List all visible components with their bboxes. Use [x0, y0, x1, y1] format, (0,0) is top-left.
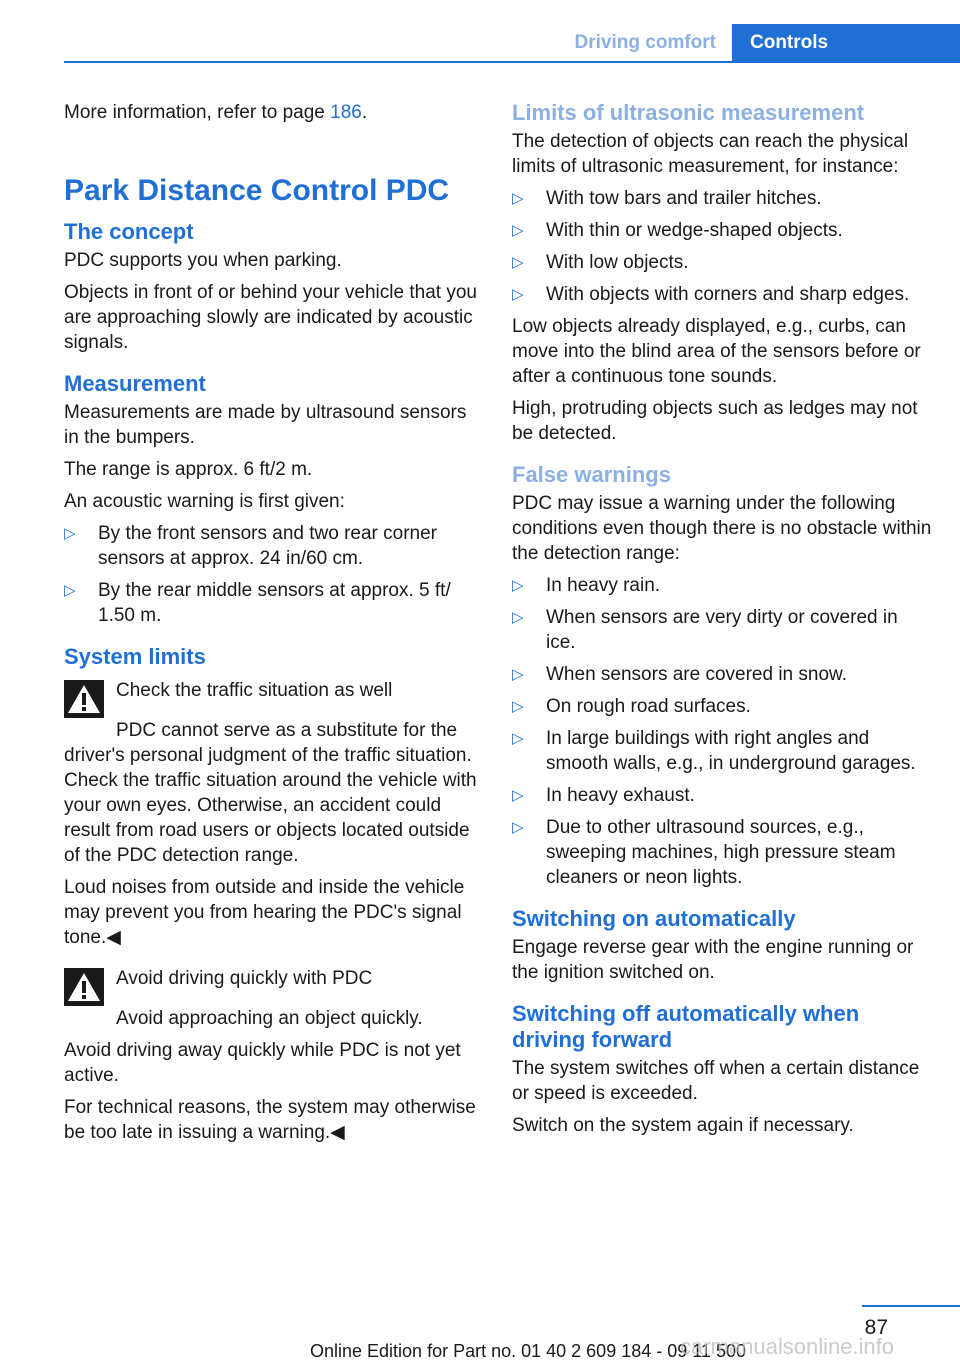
bullet-triangle-icon: ▷: [512, 787, 524, 804]
list-item: [512, 815, 932, 890]
list-item: [512, 783, 932, 808]
section-switch-off: [512, 1001, 932, 1138]
drive-away-paragraph: Avoid driving away quickly while PDC is not yet active.: [64, 1040, 461, 1086]
bullet-triangle-icon: ▷: [512, 254, 524, 271]
list-item: [512, 250, 932, 275]
ultrasonic-list: [512, 186, 932, 307]
false-warnings-heading: False warnings: [512, 462, 671, 487]
list-item-text: In heavy rain.: [546, 575, 661, 596]
header-divider: [64, 61, 960, 63]
list-item-text: When sensors are covered in snow.: [546, 664, 847, 685]
bullet-triangle-icon: ▷: [512, 286, 524, 303]
intro-paragraph: [64, 100, 482, 125]
intro-text: More information, refer to page: [64, 102, 331, 123]
warning-block-1: [64, 678, 482, 718]
measurement-paragraph-3: An acoustic warning is first given:: [64, 491, 345, 512]
page-title: Park Distance Control PDC: [64, 174, 450, 207]
list-item-text: Due to other ultrasound sources, e.g., sweeping machines, high pressure steam cleaners or neon lights.: [546, 817, 896, 888]
system-limits-heading: System limits: [64, 644, 206, 669]
section-concept: [64, 219, 482, 355]
measurement-paragraph-1: Measurements are made by ultrasound sensors in the bumpers.: [64, 402, 467, 448]
section-switch-on: [512, 906, 932, 985]
bullet-triangle-icon: ▷: [512, 666, 524, 683]
watermark: carmanualsonline.info: [680, 1334, 895, 1359]
page-reference-link[interactable]: 186: [330, 102, 362, 123]
list-item-text: With tow bars and trailer hitches.: [546, 188, 822, 209]
measurement-heading: Measurement: [64, 371, 206, 396]
ultrasonic-limits-heading: Limits of ultrasonic measurement: [512, 100, 865, 125]
ultrasonic-paragraph-1: The detection of objects can reach the physical limits of ultrasonic measurement, for instance:: [512, 131, 909, 177]
bullet-triangle-icon: ▷: [512, 577, 524, 594]
bullet-triangle-icon: ▷: [512, 222, 524, 239]
switch-on-heading: Switching on automatically: [512, 906, 796, 931]
list-item: [512, 218, 932, 243]
intro-end: .: [361, 102, 368, 123]
list-item: [64, 521, 482, 571]
list-item-text: With low objects.: [546, 252, 689, 273]
edition-footer: Online Edition for Part no. 01 40 2 609 184 - 09 11 500: [310, 1341, 746, 1361]
ultrasonic-paragraph-2: Low objects already displayed, e.g., curbs, can move into the blind area of the sensors before or after a continuous tone sounds.: [512, 316, 921, 387]
header-section-label: Driving comfort: [574, 32, 716, 53]
right-column: [512, 100, 932, 1154]
measurement-list: [64, 521, 482, 628]
switch-off-paragraph-1: The system switches off when a certain distance or speed is exceeded.: [512, 1058, 920, 1104]
list-item: [512, 605, 932, 655]
list-item: [512, 726, 932, 776]
switch-off-heading: Switching off automatically when driving forward: [512, 1001, 860, 1052]
list-item-text: By the front sensors and two rear corner sensors at approx. 24 in/60 cm.: [98, 523, 437, 569]
concept-paragraph-1: PDC supports you when parking.: [64, 250, 342, 271]
footer-divider: [862, 1305, 960, 1307]
bullet-triangle-icon: ▷: [512, 698, 524, 715]
technical-reasons-paragraph: For technical reasons, the system may otherwise be too late in issuing a warning.◀: [64, 1097, 476, 1143]
list-item: [512, 573, 932, 598]
list-item-text: On rough road surfaces.: [546, 696, 751, 717]
list-item-text: In large buildings with right angles and smooth walls, e.g., in underground garages.: [546, 728, 916, 774]
bullet-triangle-icon: ▷: [64, 582, 76, 599]
list-item: [512, 662, 932, 687]
warning-block-2: [64, 966, 482, 1006]
concept-heading: The concept: [64, 219, 194, 244]
false-warnings-paragraph: PDC may issue a warning under the following conditions even though there is no obstacle within the detection range:: [512, 493, 932, 564]
list-item: [64, 578, 482, 628]
warning-2-title: Avoid driving quickly with PDC: [116, 968, 373, 989]
left-column: [64, 100, 482, 1152]
concept-paragraph-2: Objects in front of or behind your vehicle that you are approaching slowly are indicated by acoustic signals.: [64, 282, 477, 353]
warning-triangle-icon: [64, 968, 104, 1006]
list-item: [512, 282, 932, 307]
switch-on-paragraph: Engage reverse gear with the engine running or the ignition switched on.: [512, 937, 914, 983]
warning-triangle-icon: [64, 680, 104, 718]
section-measurement: [64, 371, 482, 628]
bullet-triangle-icon: ▷: [512, 609, 524, 626]
bullet-triangle-icon: ▷: [512, 730, 524, 747]
warning-1-title: Check the traffic situation as well: [116, 680, 393, 701]
bullet-triangle-icon: ▷: [512, 819, 524, 836]
bullet-triangle-icon: ▷: [64, 525, 76, 542]
list-item-text: With thin or wedge-shaped objects.: [546, 220, 843, 241]
section-false-warnings: [512, 462, 932, 890]
list-item-text: In heavy exhaust.: [546, 785, 695, 806]
list-item-text: By the rear middle sensors at approx. 5 ft/ 1.50 m.: [98, 580, 451, 626]
switch-off-paragraph-2: Switch on the system again if necessary.: [512, 1115, 854, 1136]
list-item: [512, 694, 932, 719]
page-number: 87: [864, 1316, 888, 1339]
ultrasonic-paragraph-3: High, protruding objects such as ledges may not be detected.: [512, 398, 918, 444]
list-item-text: When sensors are very dirty or covered in ice.: [546, 607, 898, 653]
measurement-paragraph-2: The range is approx. 6 ft/2 m.: [64, 459, 313, 480]
bullet-triangle-icon: ▷: [512, 190, 524, 207]
false-warnings-list: [512, 573, 932, 890]
section-ultrasonic-limits: [512, 100, 932, 446]
warning-1-body: PDC cannot serve as a substitute for the driver's personal judgment of the traffic situation. Check the traffic situation around the vehicle with your own eyes. Otherwise, an accident could result from road users or objects located outside of the PDC detection range.: [64, 720, 477, 866]
loud-noises-paragraph: Loud noises from outside and inside the vehicle may prevent you from hearing the PDC's signal tone.◀: [64, 877, 465, 948]
header-chapter-tab: Controls: [732, 24, 960, 61]
section-system-limits: [64, 644, 482, 1145]
list-item-text: With objects with corners and sharp edges.: [546, 284, 910, 305]
warning-2-body: Avoid approaching an object quickly.: [116, 1008, 423, 1029]
list-item: [512, 186, 932, 211]
